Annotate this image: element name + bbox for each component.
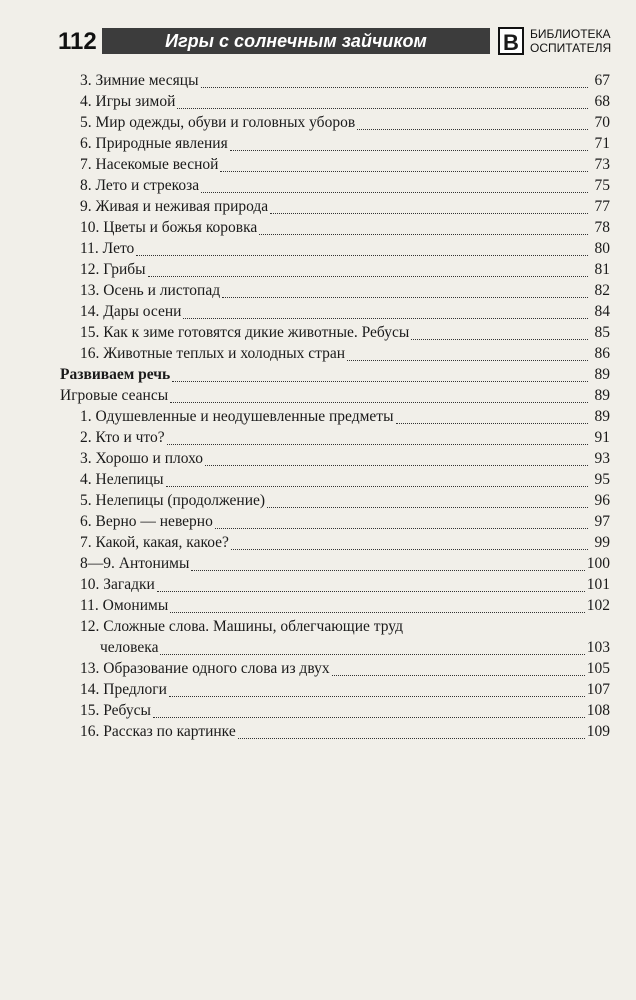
dot-leader xyxy=(347,360,588,361)
toc-entry xyxy=(60,261,610,282)
dot-leader xyxy=(396,423,589,424)
toc-entry-label: 14. Предлоги xyxy=(80,681,167,698)
dot-leader xyxy=(167,444,588,445)
table-of-contents xyxy=(60,72,610,744)
toc-entry-page: 89 xyxy=(594,387,610,404)
toc-entry-label: 8—9. Антонимы xyxy=(80,555,190,572)
dot-leader xyxy=(153,717,585,718)
toc-entry-page: 81 xyxy=(594,261,610,278)
toc-entry-label: 4. Игры зимой xyxy=(80,93,176,110)
toc-entry-page: 107 xyxy=(586,681,610,698)
toc-entry-label: 3. Зимние месяцы xyxy=(80,72,199,89)
page-header xyxy=(0,0,636,64)
toc-entry xyxy=(60,408,610,429)
toc-entry-page: 95 xyxy=(594,471,610,488)
toc-entry-label: 14. Дары осени xyxy=(80,303,182,320)
toc-entry-label: 7. Насекомые весной xyxy=(80,156,219,173)
dot-leader xyxy=(222,297,588,298)
dot-leader xyxy=(136,255,588,256)
toc-entry-page: 70 xyxy=(594,114,610,131)
toc-entry-page: 97 xyxy=(594,513,610,530)
toc-entry xyxy=(60,555,610,576)
toc-entry-label: Развиваем речь xyxy=(60,366,171,383)
series-name xyxy=(530,27,611,55)
series-logo-icon: В xyxy=(498,27,524,55)
toc-entry-page: 80 xyxy=(594,240,610,257)
toc-entry-page: 84 xyxy=(594,303,610,320)
toc-entry xyxy=(60,219,610,240)
toc-entry-label: 7. Какой, какая, какое? xyxy=(80,534,229,551)
toc-entry xyxy=(60,324,610,345)
dot-leader xyxy=(157,591,585,592)
toc-entry-page: 91 xyxy=(594,429,610,446)
toc-entry-label: 11. Лето xyxy=(80,240,135,257)
dot-leader xyxy=(191,570,584,571)
toc-entry-label: 9. Живая и неживая природа xyxy=(80,198,269,215)
toc-entry xyxy=(60,177,610,198)
toc-entry-label: 16. Животные теплых и холодных стран xyxy=(80,345,346,362)
toc-entry xyxy=(60,366,610,387)
series-name-line1: БИБЛИОТЕКА xyxy=(530,27,611,41)
toc-entry-page: 71 xyxy=(594,135,610,152)
toc-entry xyxy=(60,429,610,450)
toc-entry xyxy=(60,534,610,555)
toc-entry xyxy=(60,597,610,618)
toc-entry xyxy=(60,471,610,492)
toc-entry-label: 15. Как к зиме готовятся дикие животные. Ребусы xyxy=(80,324,410,341)
toc-entry-label: 3. Хорошо и плохо xyxy=(80,450,204,467)
toc-entry-label: 12. Сложные слова. Машины, облегчающие труд xyxy=(80,618,403,635)
toc-entry-page: 101 xyxy=(586,576,610,593)
toc-entry xyxy=(60,72,610,93)
toc-entry-page: 77 xyxy=(594,198,610,215)
toc-entry-page: 105 xyxy=(586,660,610,677)
dot-leader xyxy=(201,87,588,88)
running-title: Игры с солнечным зайчиком xyxy=(102,28,490,54)
toc-entry xyxy=(60,135,610,156)
dot-leader xyxy=(270,213,588,214)
dot-leader xyxy=(259,234,588,235)
toc-entry-page: 99 xyxy=(594,534,610,551)
dot-leader xyxy=(357,129,588,130)
toc-entry xyxy=(60,639,610,660)
toc-entry-label: 15. Ребусы xyxy=(80,702,151,719)
toc-entry xyxy=(60,93,610,114)
toc-entry-page: 96 xyxy=(594,492,610,509)
toc-entry-label: 8. Лето и стрекоза xyxy=(80,177,200,194)
page-number: 112 xyxy=(58,28,97,55)
toc-entry xyxy=(60,303,610,324)
toc-entry-label: 10. Цветы и божья коровка xyxy=(80,219,258,236)
toc-entry-page: 108 xyxy=(586,702,610,719)
dot-leader xyxy=(411,339,588,340)
toc-entry-label: 6. Природные явления xyxy=(80,135,228,152)
toc-entry xyxy=(60,387,610,408)
dot-leader xyxy=(332,675,585,676)
dot-leader xyxy=(177,108,588,109)
dot-leader xyxy=(183,318,588,319)
toc-entry xyxy=(60,156,610,177)
dot-leader xyxy=(220,171,588,172)
toc-entry-page: 67 xyxy=(594,72,610,89)
toc-entry-page: 73 xyxy=(594,156,610,173)
toc-entry-label: 5. Нелепицы (продолжение) xyxy=(80,492,266,509)
toc-entry xyxy=(60,492,610,513)
dot-leader xyxy=(166,486,589,487)
toc-entry-page: 75 xyxy=(594,177,610,194)
toc-entry-label: 4. Нелепицы xyxy=(80,471,164,488)
toc-entry-label: 2. Кто и что? xyxy=(80,429,165,446)
toc-entry-page: 85 xyxy=(594,324,610,341)
dot-leader xyxy=(205,465,588,466)
toc-entry-page: 86 xyxy=(594,345,610,362)
toc-entry-label: 6. Верно — неверно xyxy=(80,513,213,530)
toc-entry xyxy=(60,681,610,702)
toc-entry-page: 68 xyxy=(594,93,610,110)
toc-entry-page: 109 xyxy=(586,723,610,740)
toc-entry xyxy=(60,576,610,597)
toc-entry-label: 13. Осень и листопад xyxy=(80,282,221,299)
dot-leader xyxy=(230,150,588,151)
dot-leader xyxy=(231,549,588,550)
toc-entry-label: 12. Грибы xyxy=(80,261,146,278)
toc-entry-label: 11. Омонимы xyxy=(80,597,169,614)
toc-entry xyxy=(60,660,610,681)
toc-entry-label: 16. Рассказ по картинке xyxy=(80,723,236,740)
dot-leader xyxy=(160,654,584,655)
toc-entry xyxy=(60,345,610,366)
toc-entry xyxy=(60,114,610,135)
toc-entry xyxy=(60,198,610,219)
toc-entry-label: 1. Одушевленные и неодушевленные предметы xyxy=(80,408,394,425)
toc-entry-label: 10. Загадки xyxy=(80,576,155,593)
dot-leader xyxy=(267,507,588,508)
toc-entry-page: 103 xyxy=(586,639,610,656)
toc-entry-label: Игровые сеансы xyxy=(60,387,169,404)
toc-entry-page: 82 xyxy=(594,282,610,299)
toc-entry xyxy=(60,723,610,744)
dot-leader xyxy=(170,402,588,403)
toc-entry xyxy=(60,450,610,471)
dot-leader xyxy=(169,696,585,697)
dot-leader xyxy=(172,381,588,382)
toc-entry-label: 5. Мир одежды, обуви и головных уборов xyxy=(80,114,356,131)
toc-entry-page: 93 xyxy=(594,450,610,467)
toc-entry xyxy=(60,618,610,639)
dot-leader xyxy=(215,528,588,529)
toc-entry-page: 89 xyxy=(594,366,610,383)
toc-entry-page: 78 xyxy=(594,219,610,236)
dot-leader xyxy=(201,192,588,193)
toc-entry xyxy=(60,513,610,534)
toc-entry xyxy=(60,240,610,261)
toc-entry xyxy=(60,282,610,303)
toc-entry xyxy=(60,702,610,723)
toc-entry-label: человека xyxy=(100,639,159,656)
toc-entry-page: 102 xyxy=(586,597,610,614)
series-name-line2: ОСПИТАТЕЛЯ xyxy=(530,41,612,55)
dot-leader xyxy=(238,738,585,739)
toc-entry-page: 89 xyxy=(594,408,610,425)
dot-leader xyxy=(170,612,585,613)
toc-entry-page: 100 xyxy=(586,555,610,572)
dot-leader xyxy=(148,276,588,277)
toc-entry-label: 13. Образование одного слова из двух xyxy=(80,660,330,677)
